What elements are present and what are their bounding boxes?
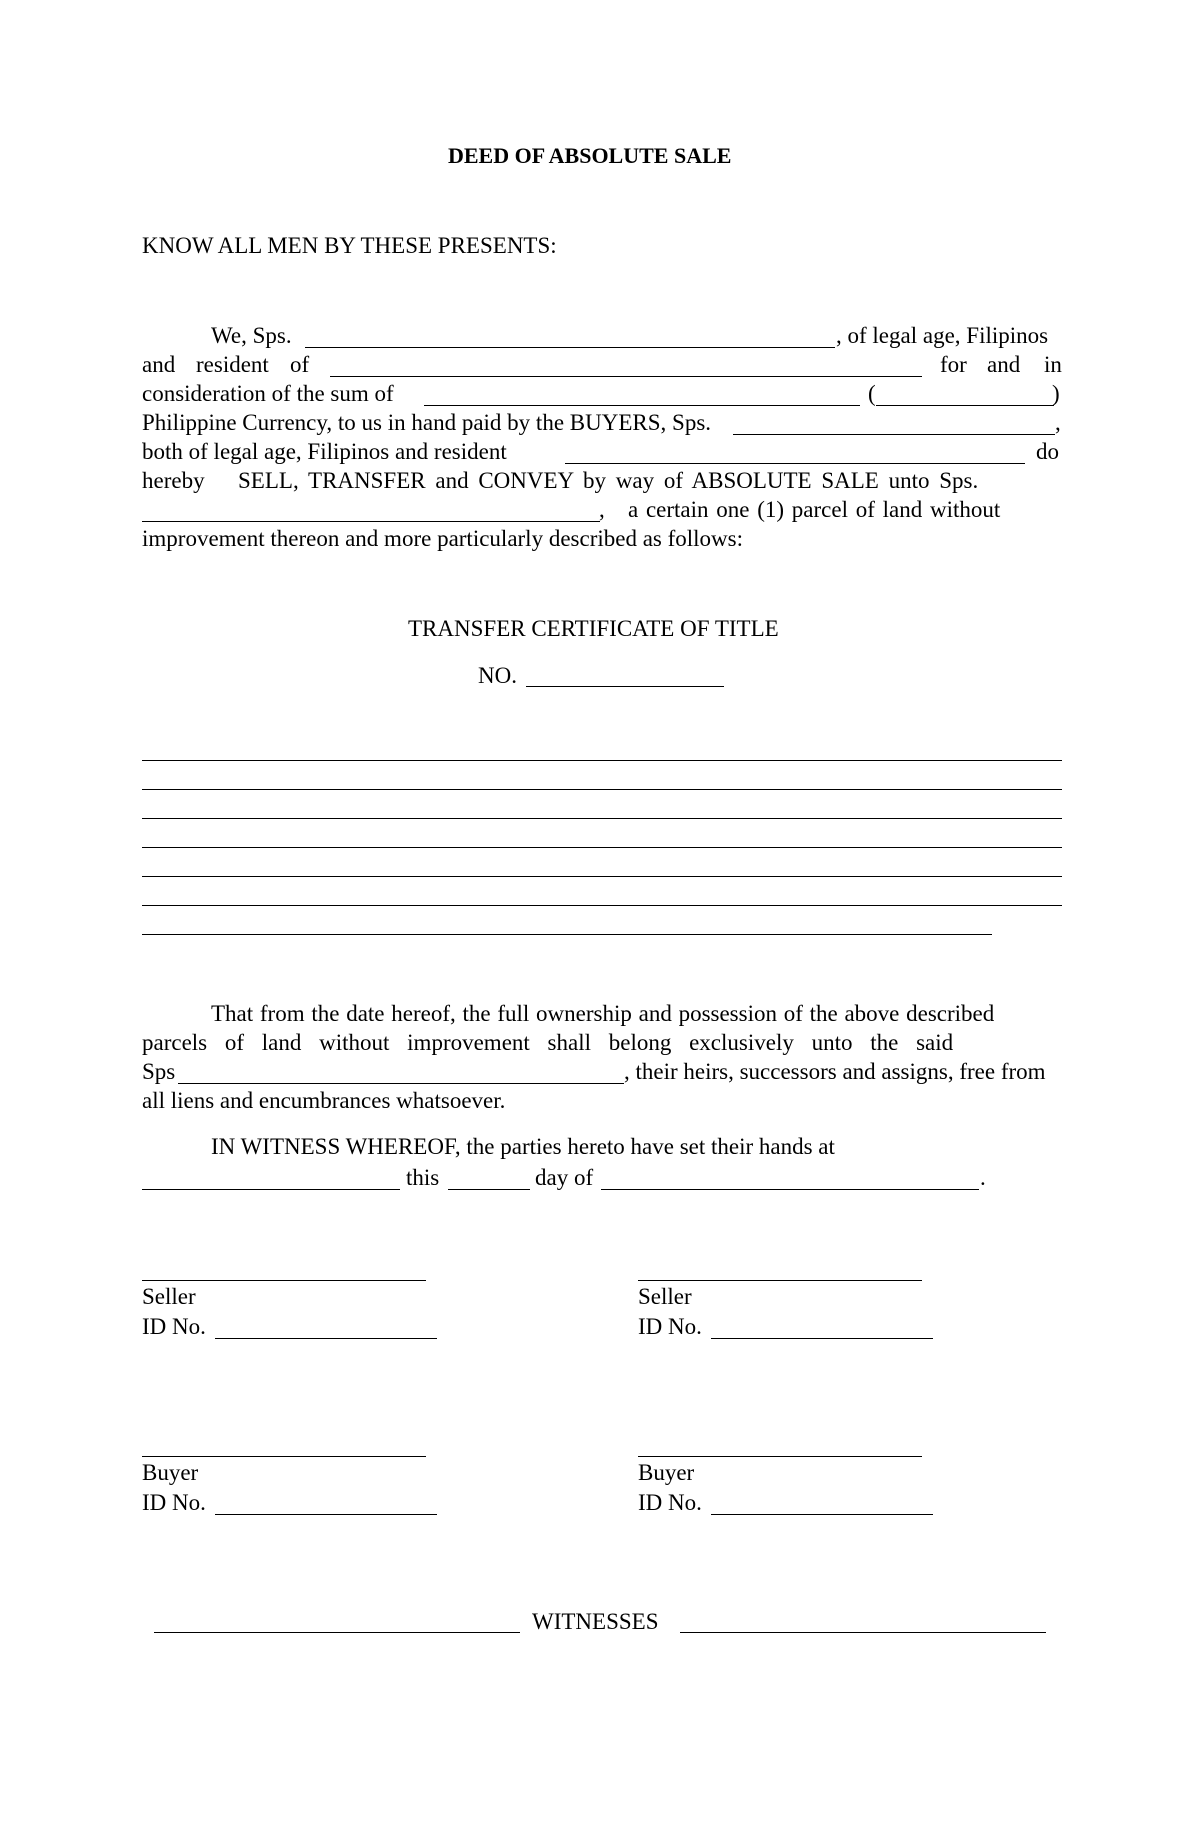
para1-improvement: improvement thereon and more particularly described as follows: <box>142 526 743 551</box>
description-line[interactable] <box>142 905 1062 906</box>
description-line[interactable] <box>142 760 1062 761</box>
vendee-names-blank[interactable] <box>142 521 600 522</box>
document-title: DEED OF ABSOLUTE SALE <box>448 143 732 168</box>
para1-word-of: of <box>290 352 310 377</box>
para1-word-in: in <box>1044 352 1062 377</box>
buyer-signature-line[interactable] <box>142 1456 426 1457</box>
paren-open: ( <box>868 381 876 406</box>
description-line[interactable] <box>142 818 1062 819</box>
opening-line: KNOW ALL MEN BY THESE PRESENTS: <box>142 233 557 258</box>
sum-figures-blank[interactable] <box>876 405 1054 406</box>
seller-id-blank[interactable] <box>215 1338 437 1339</box>
para1-word-for: for <box>940 352 967 377</box>
id-no-label: ID No. <box>142 1314 206 1339</box>
comma-2: , <box>599 497 605 522</box>
para1-parcel: a certain one (1) parcel of land without <box>628 497 1001 522</box>
witness-signature-line[interactable] <box>680 1632 1046 1633</box>
para1-word-and-2: and <box>987 352 1021 377</box>
buyer-names-blank[interactable] <box>733 434 1055 435</box>
description-line[interactable] <box>142 789 1062 790</box>
buyer-id-blank[interactable] <box>711 1514 933 1515</box>
para1-consideration: consideration of the sum of <box>142 381 394 406</box>
para2-line4: all liens and encumbrances whatsoever. <box>142 1088 506 1113</box>
day-blank[interactable] <box>448 1189 530 1190</box>
period: . <box>980 1165 986 1190</box>
tct-number-blank[interactable] <box>526 686 724 687</box>
para2-sps: Sps <box>142 1059 176 1084</box>
buyer-label: Buyer <box>638 1460 695 1485</box>
para1-word-and: and <box>142 352 176 377</box>
para1-sell-transfer: SELL, TRANSFER and CONVEY by way of ABSOLUTE SALE unto Sps. <box>238 468 979 493</box>
month-year-blank[interactable] <box>601 1189 979 1190</box>
seller-residence-blank[interactable] <box>330 376 922 377</box>
para1-word-hereby: hereby <box>142 468 205 493</box>
buyer-id-blank[interactable] <box>215 1514 437 1515</box>
buyer-residence-blank[interactable] <box>565 463 1025 464</box>
sum-words-blank[interactable] <box>424 405 860 406</box>
id-no-label: ID No. <box>638 1490 702 1515</box>
seller-signature-line[interactable] <box>142 1280 426 1281</box>
seller-label: Seller <box>142 1284 196 1309</box>
para1-legal-age: , of legal age, Filipinos <box>836 323 1049 348</box>
tct-no-label: NO. <box>478 663 517 688</box>
buyer-signature-line[interactable] <box>638 1456 922 1457</box>
transferee-names-blank[interactable] <box>178 1083 624 1084</box>
description-line[interactable] <box>142 847 1062 848</box>
seller-names-blank[interactable] <box>305 347 835 348</box>
para1-philippine-currency: Philippine Currency, to us in hand paid by the BUYERS, Sps. <box>142 410 712 435</box>
para2-line2: parcels of land without improvement shall belong exclusively unto the said <box>142 1030 954 1055</box>
paren-close: ) <box>1052 381 1060 406</box>
place-blank[interactable] <box>142 1189 400 1190</box>
witness-day-of: day of <box>535 1165 594 1190</box>
witnesses-label: WITNESSES <box>532 1609 659 1634</box>
description-line[interactable] <box>142 876 1062 877</box>
seller-id-blank[interactable] <box>711 1338 933 1339</box>
para1-we-sps: We, Sps. <box>211 323 292 348</box>
comma-1: , <box>1055 410 1061 435</box>
seller-label: Seller <box>638 1284 692 1309</box>
para1-both-legal-age: both of legal age, Filipinos and resident <box>142 439 507 464</box>
buyer-label: Buyer <box>142 1460 199 1485</box>
para1-word-do: do <box>1036 439 1059 464</box>
para2-heirs: , their heirs, successors and assigns, free from <box>624 1059 1046 1084</box>
para2-line1: That from the date hereof, the full ownership and possession of the above described <box>211 1001 995 1026</box>
id-no-label: ID No. <box>638 1314 702 1339</box>
tct-heading: TRANSFER CERTIFICATE OF TITLE <box>408 616 779 641</box>
para1-word-resident: resident <box>196 352 269 377</box>
seller-signature-line[interactable] <box>638 1280 922 1281</box>
witness-this: this <box>406 1165 440 1190</box>
witness-clause: IN WITNESS WHEREOF, the parties hereto have set their hands at <box>211 1134 835 1159</box>
id-no-label: ID No. <box>142 1490 206 1515</box>
description-line[interactable] <box>142 934 992 935</box>
witness-signature-line[interactable] <box>154 1632 520 1633</box>
